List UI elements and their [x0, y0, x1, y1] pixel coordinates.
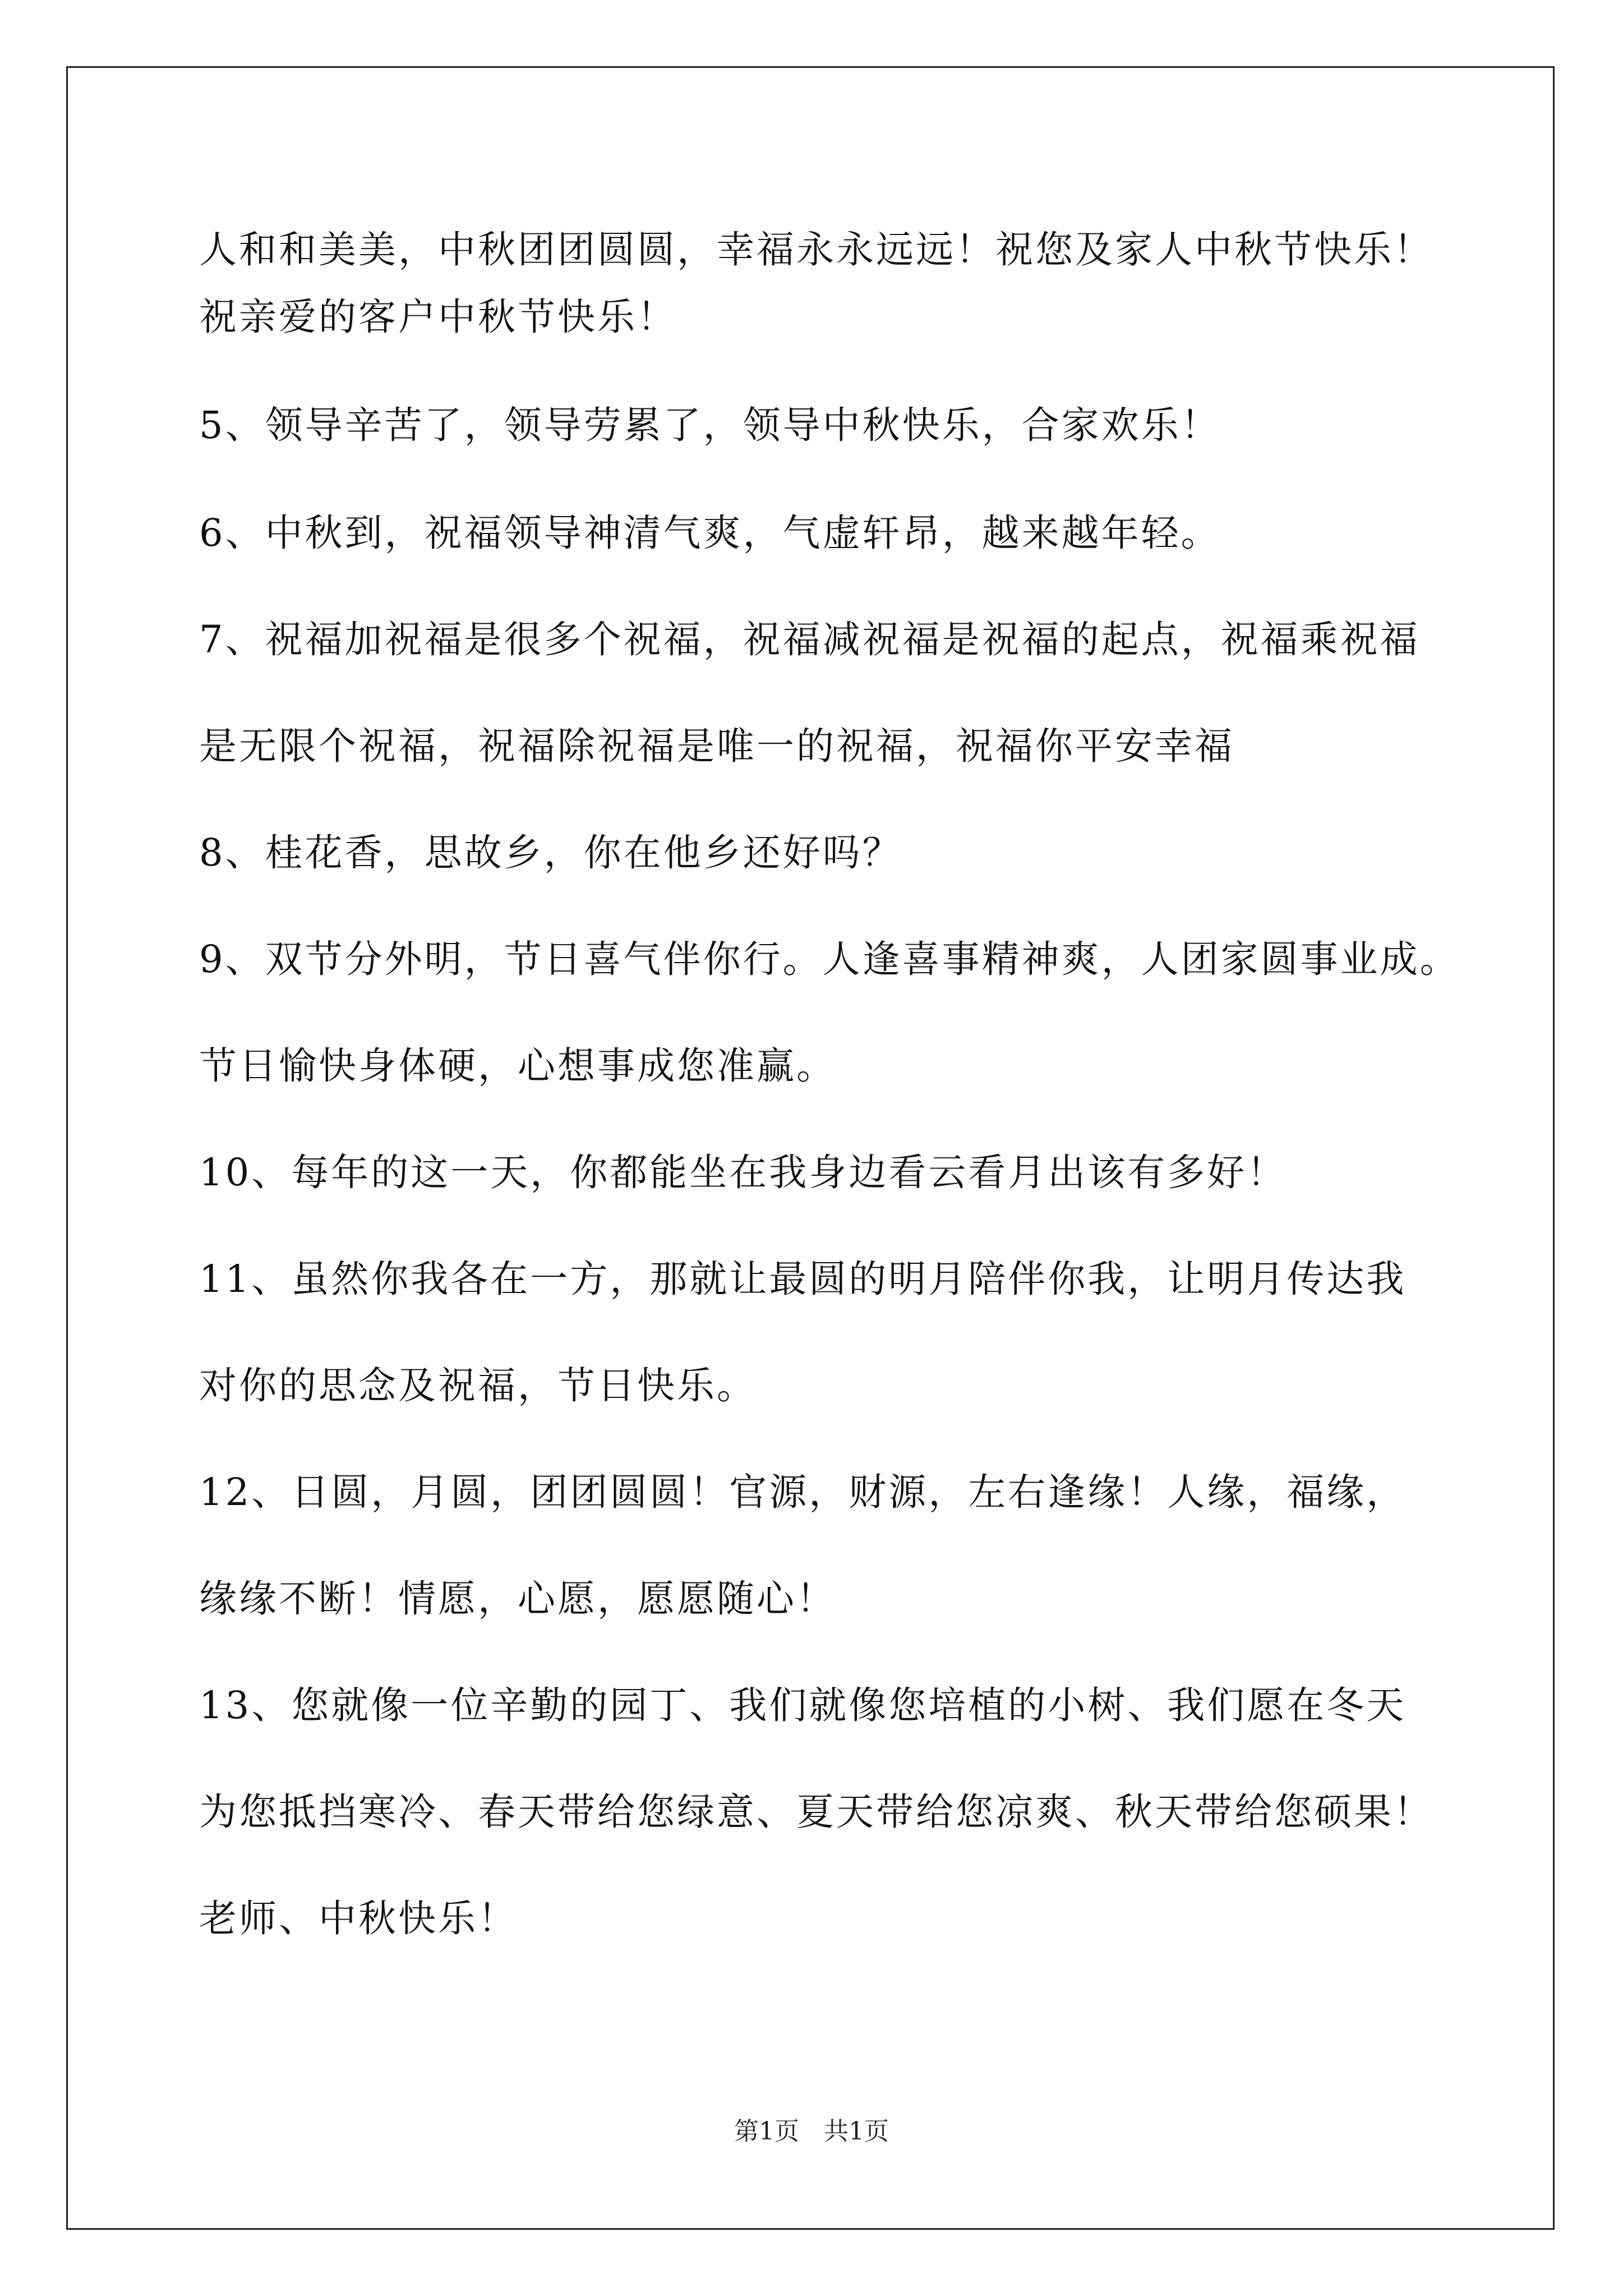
text-line: 11、虽然你我各在一方，那就让最圆的明月陪伴你我，让明月传达我	[199, 1257, 1407, 1301]
text-line: 缘缘不断！情愿，心愿，愿愿随心！	[199, 1577, 836, 1621]
text-line: 对你的思念及祝福，节日快乐。	[199, 1364, 757, 1407]
text-line: 5、领导辛苦了，领导劳累了，领导中秋快乐，合家欢乐！	[199, 403, 1221, 447]
text-line: 13、您就像一位辛勤的园丁、我们就像您培植的小树、我们愿在冬天	[199, 1683, 1407, 1727]
text-line: 9、双节分外明，节日喜气伴你行。人逢喜事精神爽，人团家圆事业成。	[199, 937, 1460, 981]
text-line: 10、每年的这一天，你都能坐在我身边看云看月出该有多好！	[199, 1151, 1287, 1194]
text-line: 节日愉快身体硬，心想事成您准赢。	[199, 1044, 836, 1088]
page-number-footer: 第1页 共1页	[734, 2117, 889, 2146]
text-line: 祝亲爱的客户中秋节快乐！	[199, 295, 677, 339]
text-line: 老师、中秋快乐！	[199, 1897, 518, 1940]
text-line: 7、祝福加祝福是很多个祝福，祝福减祝福是祝福的起点，祝福乘祝福	[199, 618, 1420, 661]
text-line: 人和和美美，中秋团团圆圆，幸福永永远远！祝您及家人中秋节快乐！	[199, 228, 1433, 272]
text-line: 6、中秋到，祝福领导神清气爽，气虚轩昂，越来越年轻。	[199, 511, 1221, 555]
text-line: 8、桂花香，思故乡，你在他乡还好吗？	[199, 831, 902, 875]
text-line: 为您抵挡寒冷、春天带给您绿意、夏天带给您凉爽、秋天带给您硕果！	[199, 1790, 1433, 1834]
text-line: 是无限个祝福，祝福除祝福是唯一的祝福，祝福你平安幸福	[199, 724, 1234, 768]
text-line: 12、日圆，月圆，团团圆圆！官源，财源，左右逢缘！人缘，福缘，	[199, 1470, 1407, 1514]
